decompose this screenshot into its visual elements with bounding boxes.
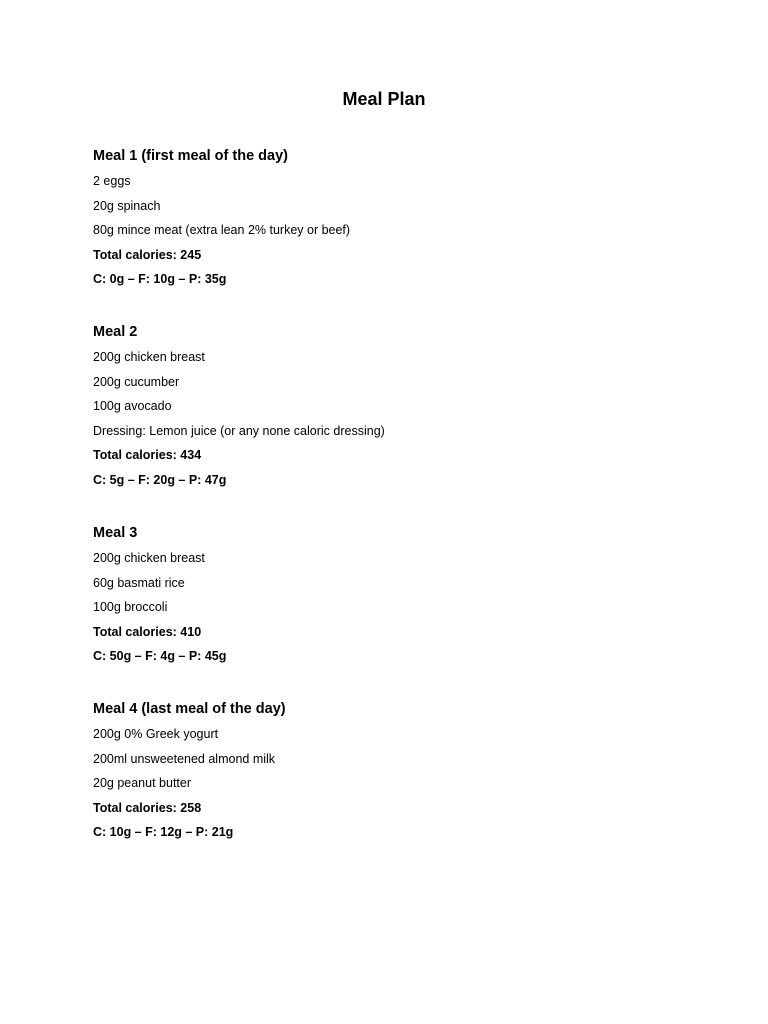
macros: C: 5g – F: 20g – P: 47g: [93, 472, 227, 487]
meal-item: 200ml unsweetened almond milk: [93, 751, 276, 766]
meal-item: 200g 0% Greek yogurt: [93, 727, 219, 741]
meal-item: 2 eggs: [93, 174, 131, 188]
meal-heading: Meal 3: [93, 525, 138, 541]
meal-item: Dressing: Lemon juice (or any none caloric dressing): [93, 423, 385, 438]
meal-section-1: [93, 147, 693, 296]
meal-item: 80g mince meat (extra lean 2% turkey or beef): [93, 223, 351, 238]
meal-item: 200g chicken breast: [93, 350, 205, 364]
meal-item: 200g chicken breast: [93, 551, 205, 565]
meal-item: 100g avocado: [93, 399, 172, 414]
macros: C: 0g – F: 10g – P: 35g: [93, 272, 227, 287]
meal-item: 100g broccoli: [93, 600, 168, 615]
total-calories: Total calories: 434: [93, 448, 202, 463]
total-calories: Total calories: 258: [93, 800, 202, 815]
total-calories: Total calories: 245: [93, 247, 202, 262]
meal-item: 20g spinach: [93, 198, 161, 213]
meal-section-3: [93, 524, 693, 673]
meal-item: 20g peanut butter: [93, 776, 191, 791]
meal-item: 60g basmati rice: [93, 575, 185, 590]
meal-item: 200g cucumber: [93, 374, 180, 389]
macros: C: 10g – F: 12g – P: 21g: [93, 825, 234, 840]
total-calories: Total calories: 410: [93, 624, 202, 639]
meal-heading: Meal 2: [93, 324, 138, 340]
meal-heading: Meal 4 (last meal of the day): [93, 701, 286, 717]
meal-section-4: [93, 700, 693, 849]
macros: C: 50g – F: 4g – P: 45g: [93, 649, 227, 664]
page-title: Meal Plan: [342, 89, 426, 109]
meal-heading: Meal 1 (first meal of the day): [93, 148, 288, 164]
meal-section-2: [93, 323, 693, 497]
